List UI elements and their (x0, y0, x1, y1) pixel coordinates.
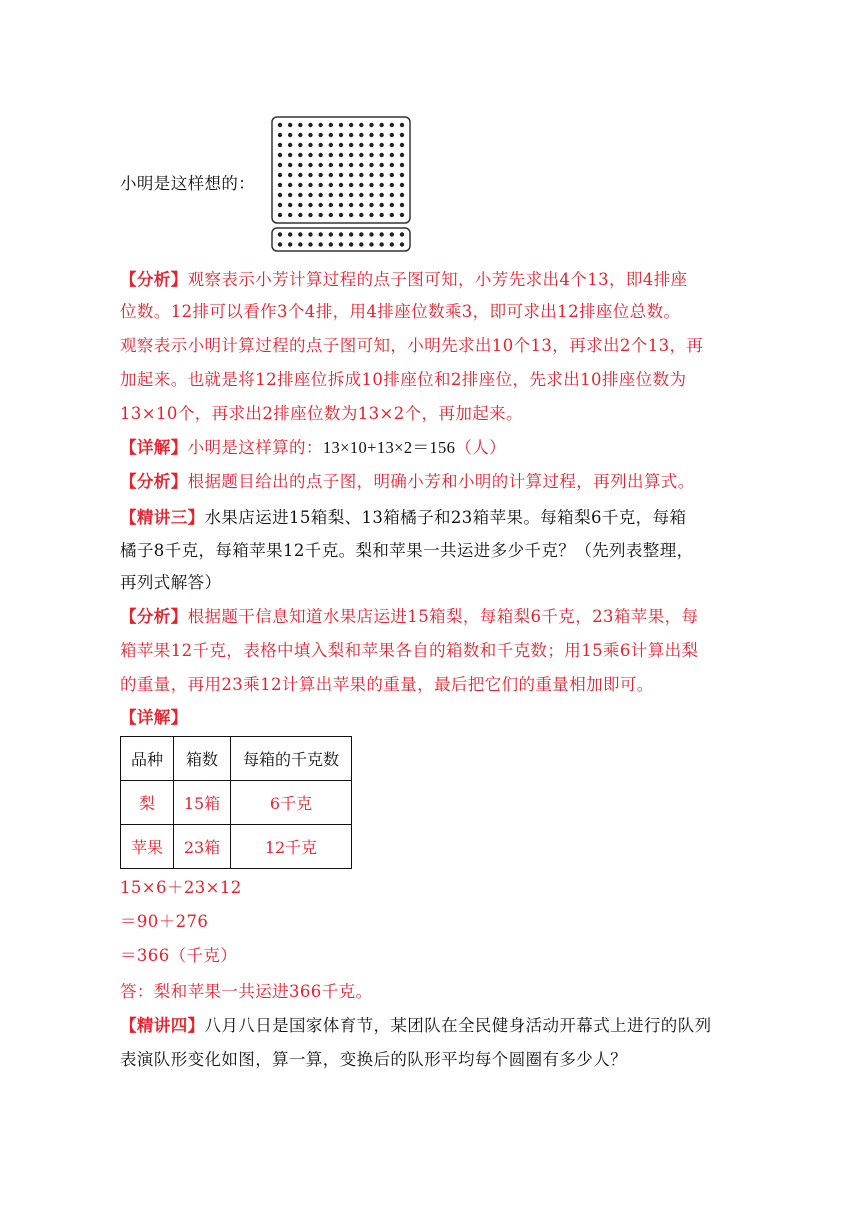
dot (329, 153, 333, 157)
table-cell: 15箱 (174, 781, 231, 825)
analysis1-line-3: 观察表示小明计算过程的点子图可知，小明先求出10个13，再求出2个13，再 (120, 336, 704, 355)
table-cell: 12千克 (231, 825, 352, 869)
dot (359, 163, 363, 167)
dot (278, 213, 282, 217)
dot (329, 193, 333, 197)
dot (298, 143, 302, 147)
dot-array-bottom-frame (272, 228, 410, 251)
dot (379, 173, 383, 177)
dot (349, 213, 353, 217)
dot (390, 242, 394, 246)
dot (298, 153, 302, 157)
analysis1-line-4: 加起来。也就是将12排座位拆成10排座位和2排座位，先求出10排座位数为 (120, 370, 687, 389)
dot (390, 232, 394, 236)
dot (359, 213, 363, 217)
table-cell: 梨 (121, 781, 174, 825)
dot (379, 133, 383, 137)
dot (318, 203, 322, 207)
dot (318, 153, 322, 157)
analysis3-tag: 【分析】 (120, 607, 188, 626)
dot (379, 203, 383, 207)
dot (379, 163, 383, 167)
dot (298, 193, 302, 197)
dot (400, 242, 404, 246)
dot (278, 163, 282, 167)
dot (318, 143, 322, 147)
dot (329, 203, 333, 207)
answer-line: 答：梨和苹果一共运进366千克。 (120, 982, 373, 1001)
dot (288, 203, 292, 207)
dot (349, 143, 353, 147)
dot (339, 242, 343, 246)
dot (400, 143, 404, 147)
dot (278, 123, 282, 127)
dot (318, 183, 322, 187)
dot (400, 232, 404, 236)
dot (339, 173, 343, 177)
calc-line-1: 15×6＋23×12 (120, 878, 242, 897)
dot (390, 143, 394, 147)
dot (318, 133, 322, 137)
dot (339, 183, 343, 187)
dot (390, 173, 394, 177)
analysis2-line: 【分析】根据题目给出的点子图，明确小芳和小明的计算过程，再列出算式。 (120, 472, 695, 491)
dot (288, 232, 292, 236)
analysis1-line-1: 【分析】观察表示小芳计算过程的点子图可知，小芳先求出4个13，即4排座 (120, 270, 688, 289)
analysis1-line-5: 13×10个，再求出2排座位数为13×2个，再加起来。 (120, 404, 523, 423)
calc-line-2: ＝90＋276 (120, 912, 209, 931)
dot (329, 123, 333, 127)
dot (359, 232, 363, 236)
dot (339, 193, 343, 197)
dot (308, 242, 312, 246)
dot (369, 193, 373, 197)
detail3-tag: 【详解】 (120, 708, 188, 727)
dot (278, 232, 282, 236)
dot (298, 242, 302, 246)
dot (318, 123, 322, 127)
dot (349, 183, 353, 187)
dot (308, 203, 312, 207)
dot (390, 123, 394, 127)
table-cell: 6千克 (231, 781, 352, 825)
dot (379, 232, 383, 236)
lecture3-line-1: 【精讲三】水果店运进15箱梨、13箱橘子和23箱苹果。每箱梨6千克，每箱 (120, 508, 687, 527)
dot (359, 133, 363, 137)
dot-array-top (278, 123, 404, 217)
dot (329, 183, 333, 187)
lecture3-line-3: 再列式解答） (120, 573, 222, 592)
dot (379, 213, 383, 217)
dot (288, 153, 292, 157)
dot (359, 173, 363, 177)
intro-label: 小明是这样想的： (120, 174, 256, 193)
dot (349, 193, 353, 197)
dot (288, 173, 292, 177)
dot (369, 242, 373, 246)
dot (308, 153, 312, 157)
table-cell: 苹果 (121, 825, 174, 869)
dot (298, 203, 302, 207)
dot (349, 153, 353, 157)
dot (349, 133, 353, 137)
dot (379, 143, 383, 147)
dot (390, 163, 394, 167)
dot (339, 133, 343, 137)
dot (339, 213, 343, 217)
dot (349, 242, 353, 246)
dot (339, 153, 343, 157)
dot (308, 133, 312, 137)
dot (288, 242, 292, 246)
dot-array-figure (270, 115, 412, 253)
dot (329, 143, 333, 147)
dot (288, 183, 292, 187)
dot (379, 242, 383, 246)
dot (278, 133, 282, 137)
dot (288, 213, 292, 217)
table-row (121, 781, 352, 825)
dot (298, 173, 302, 177)
dot (379, 123, 383, 127)
dot (359, 153, 363, 157)
dot (288, 133, 292, 137)
dot (278, 173, 282, 177)
dot (298, 163, 302, 167)
dot (308, 183, 312, 187)
lecture4-tag: 【精讲四】 (120, 1016, 205, 1035)
dot (369, 183, 373, 187)
dot (400, 173, 404, 177)
dot (369, 133, 373, 137)
dot (359, 193, 363, 197)
analysis3-line-1: 【分析】根据题干信息知道水果店运进15箱梨，每箱梨6千克，23箱苹果，每 (120, 607, 699, 626)
dot (379, 153, 383, 157)
dot (318, 232, 322, 236)
analysis2-tag: 【分析】 (120, 472, 188, 491)
table-row (121, 825, 352, 869)
dot (369, 143, 373, 147)
dot (390, 153, 394, 157)
dot (278, 193, 282, 197)
dot (278, 203, 282, 207)
dot (308, 173, 312, 177)
dot (339, 143, 343, 147)
dot (329, 213, 333, 217)
dot (349, 232, 353, 236)
dot (339, 203, 343, 207)
dot (308, 213, 312, 217)
detail1-tag: 【详解】 (120, 438, 188, 457)
dot (400, 183, 404, 187)
dot (400, 203, 404, 207)
dot (339, 163, 343, 167)
calc-line-3: ＝366（千克） (120, 946, 238, 965)
dot (369, 213, 373, 217)
dot (318, 193, 322, 197)
dot (318, 163, 322, 167)
dot (400, 213, 404, 217)
dot (400, 133, 404, 137)
dot (288, 143, 292, 147)
dot (329, 133, 333, 137)
lecture4-line-2: 表演队形变化如图，算一算，变换后的队形平均每个圆圈有多少人？ (120, 1050, 627, 1069)
dot (278, 143, 282, 147)
dot (318, 213, 322, 217)
dot (349, 163, 353, 167)
dot (288, 193, 292, 197)
analysis1-line-2: 位数。12排可以看作3个4排，用4排座位数乘3，即可求出12排座位总数。 (120, 302, 681, 321)
dot (288, 123, 292, 127)
dot (308, 193, 312, 197)
dot (329, 163, 333, 167)
table-header-cell: 箱数 (174, 737, 231, 781)
dot (308, 232, 312, 236)
dot (359, 242, 363, 246)
dot (379, 183, 383, 187)
dot (369, 173, 373, 177)
dot (339, 123, 343, 127)
dot (278, 183, 282, 187)
dot (369, 153, 373, 157)
dot (339, 232, 343, 236)
lecture4-line-1: 【精讲四】八月八日是国家体育节，某团队在全民健身活动开幕式上进行的队列 (120, 1016, 712, 1035)
dot (390, 183, 394, 187)
dot (369, 203, 373, 207)
dot (349, 203, 353, 207)
dot (329, 232, 333, 236)
analysis3-line-2: 箱苹果12千克，表格中填入梨和苹果各自的箱数和千克数；用15乘6计算出梨 (120, 641, 699, 660)
dot (298, 183, 302, 187)
analysis1-tag: 【分析】 (120, 270, 188, 289)
dot (369, 123, 373, 127)
dot (298, 232, 302, 236)
dot (400, 123, 404, 127)
dot (308, 163, 312, 167)
dot (298, 123, 302, 127)
analysis3-line-3: 的重量，再用23乘12计算出苹果的重量，最后把它们的重量相加即可。 (120, 675, 654, 694)
table-cell: 23箱 (174, 825, 231, 869)
dot (390, 133, 394, 137)
lecture3-line-2: 橘子8千克，每箱苹果12千克。梨和苹果一共运进多少千克？（先列表整理， (120, 541, 694, 560)
dot-array-bottom (278, 232, 404, 246)
dot (308, 143, 312, 147)
detail1-formula: 13×10+13×2＝156 (322, 438, 456, 457)
table-header-row (121, 737, 352, 781)
dot (329, 173, 333, 177)
dot (400, 153, 404, 157)
dot (349, 173, 353, 177)
dot (359, 183, 363, 187)
dot (390, 203, 394, 207)
dot (379, 193, 383, 197)
dot (369, 232, 373, 236)
dot (278, 153, 282, 157)
dot (318, 173, 322, 177)
detail1-line: 【详解】小明是这样算的：13×10+13×2＝156（人） (120, 438, 507, 457)
dot (359, 143, 363, 147)
table-header-cell: 每箱的千克数 (231, 737, 352, 781)
dot (298, 133, 302, 137)
dot (318, 242, 322, 246)
dot (359, 203, 363, 207)
lecture3-tag: 【精讲三】 (120, 508, 205, 527)
dot (329, 242, 333, 246)
dot (400, 163, 404, 167)
fruit-table (120, 736, 352, 869)
dot (359, 123, 363, 127)
dot (369, 163, 373, 167)
dot (298, 213, 302, 217)
dot (308, 123, 312, 127)
table-header-cell: 品种 (121, 737, 174, 781)
dot (288, 163, 292, 167)
dot (278, 242, 282, 246)
dot (349, 123, 353, 127)
dot (390, 193, 394, 197)
dot (400, 193, 404, 197)
dot (390, 213, 394, 217)
